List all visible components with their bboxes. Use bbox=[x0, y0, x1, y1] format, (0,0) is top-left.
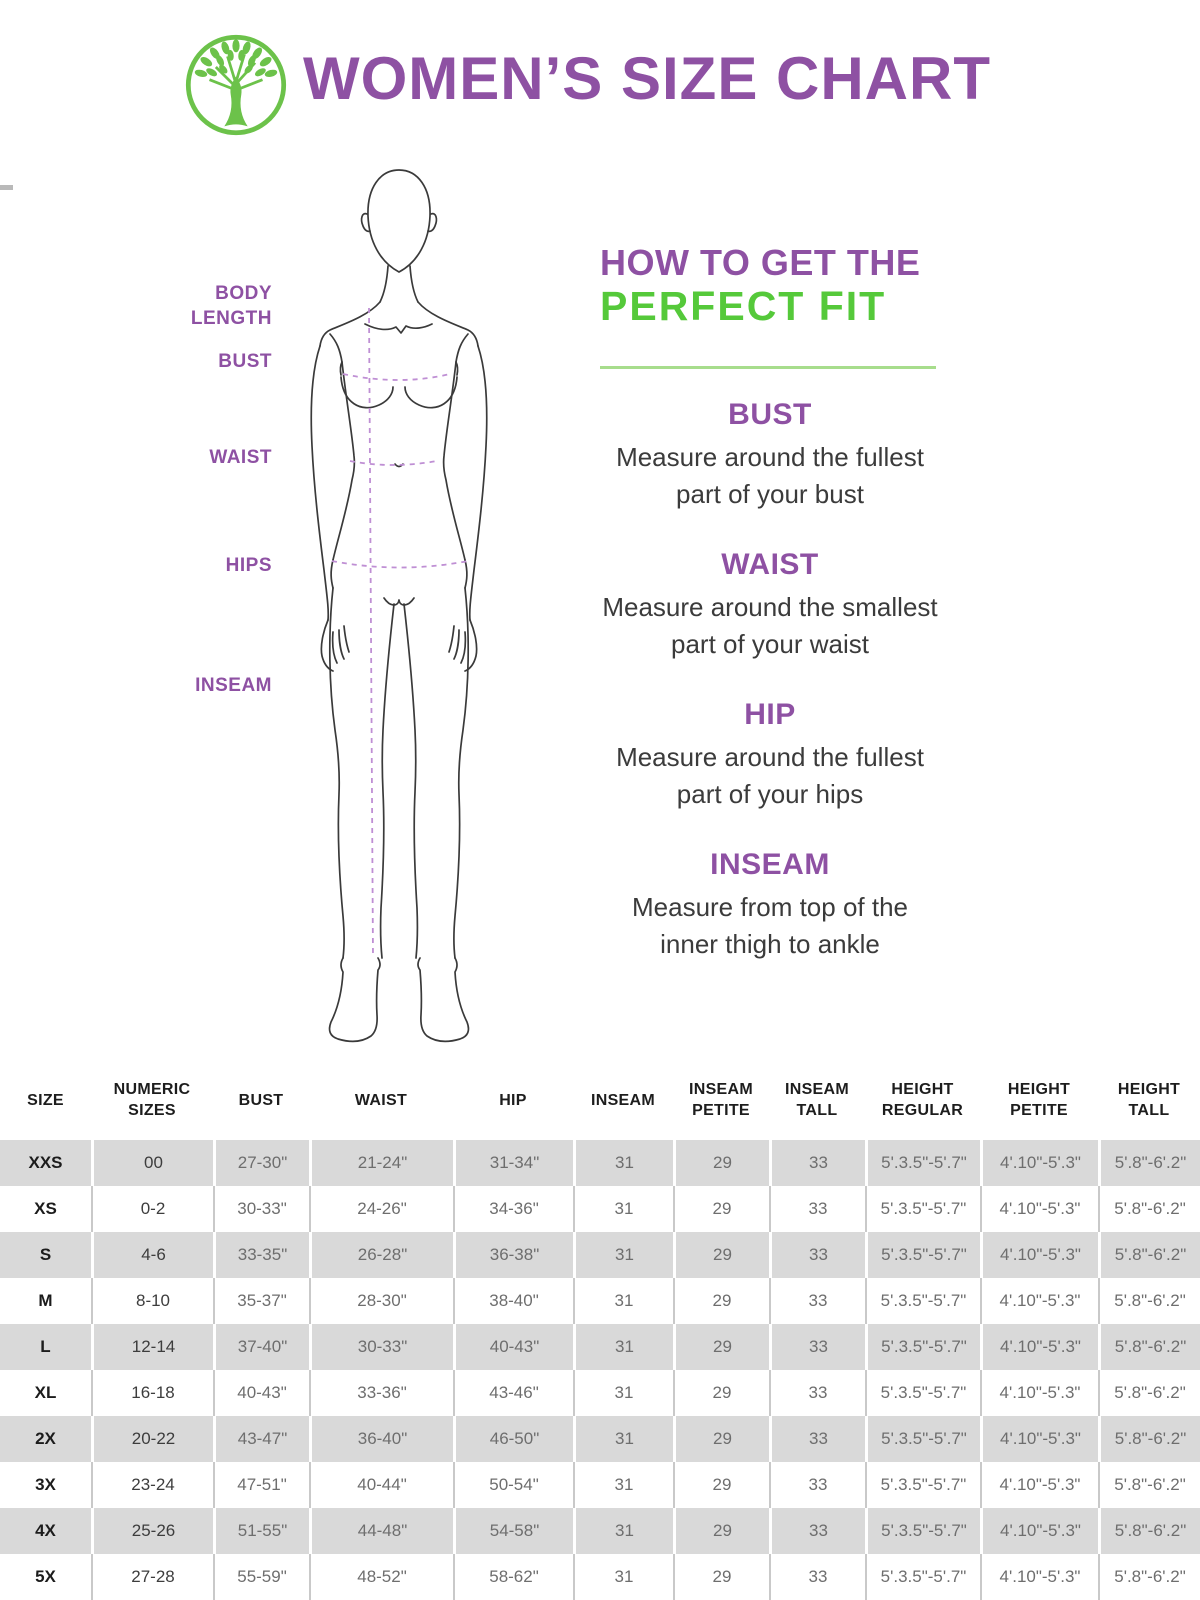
column-header-waist: WAIST bbox=[309, 1060, 453, 1140]
cell-XS-height_tall: 5'.8"-6'.2" bbox=[1098, 1186, 1200, 1232]
cell-XXS-height_petite: 4'.10"-5'.3" bbox=[980, 1140, 1098, 1186]
cell-XS-height_regular: 5'.3.5"-5'.7" bbox=[865, 1186, 980, 1232]
cell-XXS-numeric: 00 bbox=[91, 1140, 213, 1186]
cell-XS-inseam_tall: 33 bbox=[769, 1186, 865, 1232]
cell-5X-height_tall: 5'.8"-6'.2" bbox=[1098, 1554, 1200, 1600]
cell-3X-size: 3X bbox=[0, 1462, 91, 1508]
cell-XS-bust: 30-33" bbox=[213, 1186, 309, 1232]
cell-M-numeric: 8-10 bbox=[91, 1278, 213, 1324]
column-header-height_tall: HEIGHT TALL bbox=[1098, 1060, 1200, 1140]
cell-S-height_petite: 4'.10"-5'.3" bbox=[980, 1232, 1098, 1278]
cell-XXS-size: XXS bbox=[0, 1140, 91, 1186]
fit-section-title: BUST bbox=[728, 398, 812, 431]
cell-M-inseam: 31 bbox=[573, 1278, 673, 1324]
cell-XS-size: XS bbox=[0, 1186, 91, 1232]
cell-L-inseam: 31 bbox=[573, 1324, 673, 1370]
cell-M-inseam_petite: 29 bbox=[673, 1278, 769, 1324]
cell-5X-numeric: 27-28 bbox=[91, 1554, 213, 1600]
cell-M-height_regular: 5'.3.5"-5'.7" bbox=[865, 1278, 980, 1324]
table-row-4X bbox=[0, 1508, 1200, 1554]
table-row-S bbox=[0, 1232, 1200, 1278]
cell-5X-waist: 48-52" bbox=[309, 1554, 453, 1600]
fit-section-inseam bbox=[600, 848, 940, 963]
fit-section-text: Measure around the fullest part of your hips bbox=[616, 742, 924, 809]
cell-XL-inseam: 31 bbox=[573, 1370, 673, 1416]
cell-S-waist: 26-28" bbox=[309, 1232, 453, 1278]
cell-XL-height_petite: 4'.10"-5'.3" bbox=[980, 1370, 1098, 1416]
figure-label-hips: HIPS bbox=[225, 555, 272, 576]
cell-S-numeric: 4-6 bbox=[91, 1232, 213, 1278]
fit-section-text: Measure around the fullest part of your bust bbox=[616, 442, 924, 509]
cell-XL-inseam_petite: 29 bbox=[673, 1370, 769, 1416]
hips-dashed-line bbox=[332, 561, 468, 568]
cell-XS-inseam: 31 bbox=[573, 1186, 673, 1232]
table-header bbox=[0, 1060, 1200, 1140]
cell-S-bust: 33-35" bbox=[213, 1232, 309, 1278]
cell-4X-size: 4X bbox=[0, 1508, 91, 1554]
cell-XS-numeric: 0-2 bbox=[91, 1186, 213, 1232]
table-row-3X bbox=[0, 1462, 1200, 1508]
cell-M-hip: 38-40" bbox=[453, 1278, 573, 1324]
figure-label-bust: BUST bbox=[218, 351, 272, 372]
page-edge-artifact bbox=[0, 185, 13, 190]
cell-L-bust: 37-40" bbox=[213, 1324, 309, 1370]
cell-XL-numeric: 16-18 bbox=[91, 1370, 213, 1416]
cell-2X-inseam: 31 bbox=[573, 1416, 673, 1462]
cell-L-waist: 30-33" bbox=[309, 1324, 453, 1370]
cell-4X-height_petite: 4'.10"-5'.3" bbox=[980, 1508, 1098, 1554]
cell-M-height_tall: 5'.8"-6'.2" bbox=[1098, 1278, 1200, 1324]
table-row-XS bbox=[0, 1186, 1200, 1232]
table-row-5X bbox=[0, 1554, 1200, 1600]
waist-dashed-line bbox=[350, 461, 437, 465]
cell-2X-bust: 43-47" bbox=[213, 1416, 309, 1462]
cell-S-inseam_tall: 33 bbox=[769, 1232, 865, 1278]
fit-section-title: INSEAM bbox=[710, 848, 830, 881]
cell-XS-hip: 34-36" bbox=[453, 1186, 573, 1232]
fit-section-text: Measure around the smallest part of your waist bbox=[602, 592, 938, 659]
cell-4X-inseam_petite: 29 bbox=[673, 1508, 769, 1554]
cell-5X-inseam_petite: 29 bbox=[673, 1554, 769, 1600]
cell-L-height_petite: 4'.10"-5'.3" bbox=[980, 1324, 1098, 1370]
cell-5X-inseam: 31 bbox=[573, 1554, 673, 1600]
cell-L-height_tall: 5'.8"-6'.2" bbox=[1098, 1324, 1200, 1370]
fit-section-title: HIP bbox=[744, 698, 796, 731]
table-row-XXS bbox=[0, 1140, 1200, 1186]
fit-section-bust bbox=[600, 398, 940, 513]
fit-section-hip bbox=[600, 698, 940, 813]
cell-5X-hip: 58-62" bbox=[453, 1554, 573, 1600]
tree-icon bbox=[183, 32, 289, 138]
figure-label-inseam: INSEAM bbox=[195, 675, 272, 696]
cell-M-height_petite: 4'.10"-5'.3" bbox=[980, 1278, 1098, 1324]
fit-guide-heading-line2: PERFECT FIT bbox=[600, 283, 887, 329]
cell-XXS-bust: 27-30" bbox=[213, 1140, 309, 1186]
cell-XL-waist: 33-36" bbox=[309, 1370, 453, 1416]
cell-XXS-height_regular: 5'.3.5"-5'.7" bbox=[865, 1140, 980, 1186]
cell-3X-inseam_tall: 33 bbox=[769, 1462, 865, 1508]
cell-XL-height_tall: 5'.8"-6'.2" bbox=[1098, 1370, 1200, 1416]
cell-3X-inseam: 31 bbox=[573, 1462, 673, 1508]
cell-XXS-hip: 31-34" bbox=[453, 1140, 573, 1186]
cell-L-hip: 40-43" bbox=[453, 1324, 573, 1370]
column-header-height_petite: HEIGHT PETITE bbox=[980, 1060, 1098, 1140]
divider-line bbox=[600, 366, 936, 369]
fit-section-title: WAIST bbox=[721, 548, 819, 581]
figure-label-body-length: BODY LENGTH bbox=[190, 283, 272, 329]
cell-XXS-inseam_tall: 33 bbox=[769, 1140, 865, 1186]
cell-5X-height_petite: 4'.10"-5'.3" bbox=[980, 1554, 1098, 1600]
cell-4X-numeric: 25-26 bbox=[91, 1508, 213, 1554]
cell-XS-height_petite: 4'.10"-5'.3" bbox=[980, 1186, 1098, 1232]
cell-5X-height_regular: 5'.3.5"-5'.7" bbox=[865, 1554, 980, 1600]
cell-XXS-waist: 21-24" bbox=[309, 1140, 453, 1186]
table-row-L bbox=[0, 1324, 1200, 1370]
cell-5X-inseam_tall: 33 bbox=[769, 1554, 865, 1600]
cell-S-hip: 36-38" bbox=[453, 1232, 573, 1278]
cell-4X-height_regular: 5'.3.5"-5'.7" bbox=[865, 1508, 980, 1554]
cell-3X-numeric: 23-24 bbox=[91, 1462, 213, 1508]
cell-4X-inseam_tall: 33 bbox=[769, 1508, 865, 1554]
cell-XS-inseam_petite: 29 bbox=[673, 1186, 769, 1232]
cell-M-size: M bbox=[0, 1278, 91, 1324]
cell-3X-height_petite: 4'.10"-5'.3" bbox=[980, 1462, 1098, 1508]
cell-S-size: S bbox=[0, 1232, 91, 1278]
fit-guide-heading-line1: HOW TO GET THE bbox=[600, 242, 921, 283]
cell-4X-bust: 51-55" bbox=[213, 1508, 309, 1554]
cell-XXS-inseam_petite: 29 bbox=[673, 1140, 769, 1186]
cell-2X-numeric: 20-22 bbox=[91, 1416, 213, 1462]
cell-2X-size: 2X bbox=[0, 1416, 91, 1462]
size-chart-table bbox=[0, 1060, 1200, 1600]
cell-3X-height_tall: 5'.8"-6'.2" bbox=[1098, 1462, 1200, 1508]
column-header-hip: HIP bbox=[453, 1060, 573, 1140]
column-header-height_regular: HEIGHT REGULAR bbox=[865, 1060, 980, 1140]
cell-XXS-inseam: 31 bbox=[573, 1140, 673, 1186]
cell-XL-hip: 43-46" bbox=[453, 1370, 573, 1416]
cell-4X-height_tall: 5'.8"-6'.2" bbox=[1098, 1508, 1200, 1554]
cell-XL-height_regular: 5'.3.5"-5'.7" bbox=[865, 1370, 980, 1416]
cell-2X-height_regular: 5'.3.5"-5'.7" bbox=[865, 1416, 980, 1462]
cell-3X-waist: 40-44" bbox=[309, 1462, 453, 1508]
body-figure-illustration bbox=[282, 158, 516, 1058]
cell-5X-size: 5X bbox=[0, 1554, 91, 1600]
fit-guide bbox=[600, 242, 940, 959]
cell-2X-hip: 46-50" bbox=[453, 1416, 573, 1462]
cell-4X-hip: 54-58" bbox=[453, 1508, 573, 1554]
cell-XXS-height_tall: 5'.8"-6'.2" bbox=[1098, 1140, 1200, 1186]
cell-S-inseam: 31 bbox=[573, 1232, 673, 1278]
cell-S-inseam_petite: 29 bbox=[673, 1232, 769, 1278]
table-row-2X bbox=[0, 1416, 1200, 1462]
cell-L-inseam_tall: 33 bbox=[769, 1324, 865, 1370]
cell-M-bust: 35-37" bbox=[213, 1278, 309, 1324]
cell-3X-hip: 50-54" bbox=[453, 1462, 573, 1508]
cell-3X-bust: 47-51" bbox=[213, 1462, 309, 1508]
page-title: WOMEN’S SIZE CHART bbox=[303, 45, 991, 112]
body-length-inseam-dashed-line bbox=[369, 308, 373, 958]
cell-3X-height_regular: 5'.3.5"-5'.7" bbox=[865, 1462, 980, 1508]
column-header-inseam_tall: INSEAM TALL bbox=[769, 1060, 865, 1140]
column-header-numeric: NUMERIC SIZES bbox=[91, 1060, 213, 1140]
column-header-inseam: INSEAM bbox=[573, 1060, 673, 1140]
table-row-XL bbox=[0, 1370, 1200, 1416]
cell-S-height_tall: 5'.8"-6'.2" bbox=[1098, 1232, 1200, 1278]
cell-4X-inseam: 31 bbox=[573, 1508, 673, 1554]
fit-section-text: Measure from top of the inner thigh to ankle bbox=[631, 892, 909, 959]
cell-2X-inseam_tall: 33 bbox=[769, 1416, 865, 1462]
cell-3X-inseam_petite: 29 bbox=[673, 1462, 769, 1508]
cell-XL-size: XL bbox=[0, 1370, 91, 1416]
figure-head bbox=[368, 170, 430, 272]
column-header-bust: BUST bbox=[213, 1060, 309, 1140]
cell-4X-waist: 44-48" bbox=[309, 1508, 453, 1554]
cell-L-numeric: 12-14 bbox=[91, 1324, 213, 1370]
cell-M-waist: 28-30" bbox=[309, 1278, 453, 1324]
cell-2X-height_tall: 5'.8"-6'.2" bbox=[1098, 1416, 1200, 1462]
cell-2X-inseam_petite: 29 bbox=[673, 1416, 769, 1462]
fit-section-waist bbox=[600, 548, 940, 663]
bust-dashed-line bbox=[343, 374, 450, 380]
cell-XL-bust: 40-43" bbox=[213, 1370, 309, 1416]
column-header-size: SIZE bbox=[0, 1060, 91, 1140]
cell-5X-bust: 55-59" bbox=[213, 1554, 309, 1600]
cell-S-height_regular: 5'.3.5"-5'.7" bbox=[865, 1232, 980, 1278]
cell-M-inseam_tall: 33 bbox=[769, 1278, 865, 1324]
cell-L-height_regular: 5'.3.5"-5'.7" bbox=[865, 1324, 980, 1370]
cell-2X-waist: 36-40" bbox=[309, 1416, 453, 1462]
cell-XL-inseam_tall: 33 bbox=[769, 1370, 865, 1416]
figure-label-waist: WAIST bbox=[209, 447, 272, 468]
table-row-M bbox=[0, 1278, 1200, 1324]
cell-XS-waist: 24-26" bbox=[309, 1186, 453, 1232]
cell-2X-height_petite: 4'.10"-5'.3" bbox=[980, 1416, 1098, 1462]
cell-L-size: L bbox=[0, 1324, 91, 1370]
column-header-inseam_petite: INSEAM PETITE bbox=[673, 1060, 769, 1140]
cell-L-inseam_petite: 29 bbox=[673, 1324, 769, 1370]
